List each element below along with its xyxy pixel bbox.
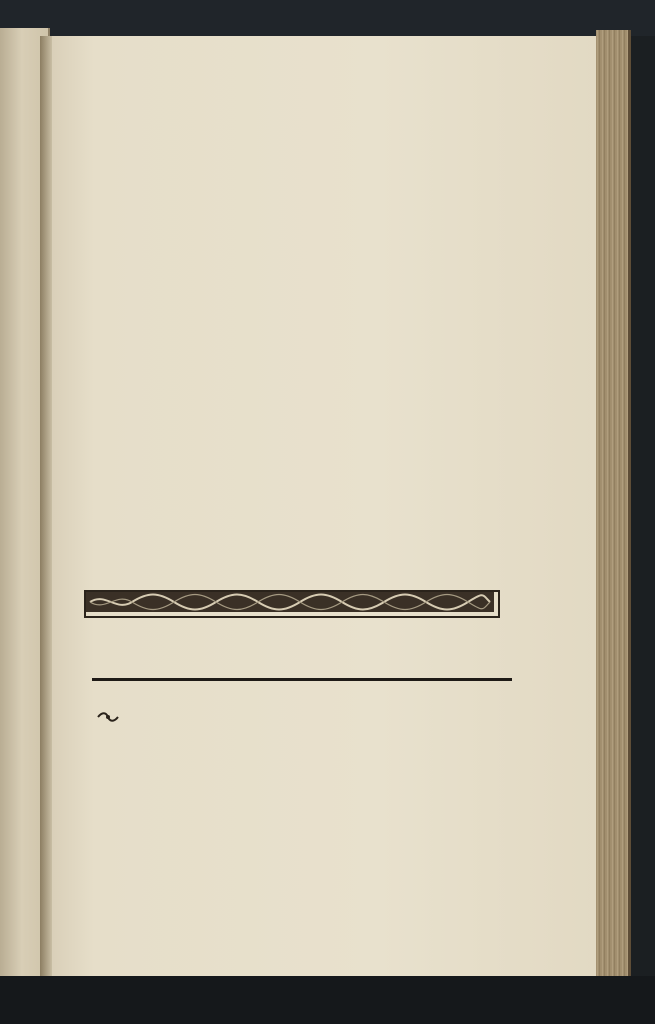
book-page (50, 36, 598, 976)
page-block-edge (596, 30, 631, 978)
fleuron-icon (96, 710, 120, 724)
background-top (0, 0, 655, 36)
ornamental-divider (84, 590, 500, 618)
issue-heading (90, 636, 510, 670)
book-gutter (40, 36, 52, 976)
background-bottom (0, 976, 655, 1024)
ornament-scroll-icon (86, 592, 494, 612)
heading-rule (92, 678, 512, 681)
running-header (85, 80, 510, 114)
